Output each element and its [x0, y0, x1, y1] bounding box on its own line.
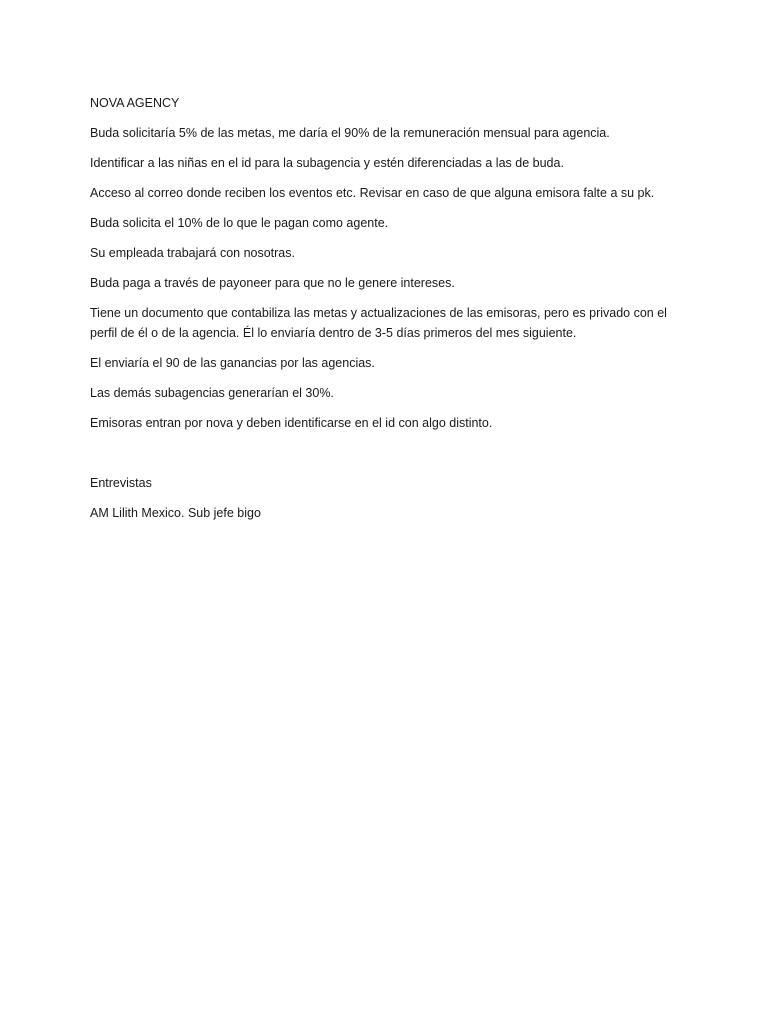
paragraph-9: Las demás subagencias generarían el 30%.	[90, 386, 334, 400]
paragraph-6: Buda paga a través de payoneer para que no le genere intereses.	[90, 276, 455, 290]
paragraph-10: Emisoras entran por nova y deben identificarse en el id con algo distinto.	[90, 416, 493, 430]
paragraph-8: El enviaría el 90 de las ganancias por las agencias.	[90, 356, 375, 370]
paragraph-1: Buda solicitaría 5% de las metas, me daría el 90% de la remuneración mensual para agencia.	[90, 126, 610, 140]
section-heading: Entrevistas	[90, 476, 152, 490]
paragraph-2: Identificar a las niñas en el id para la subagencia y estén diferenciadas a las de buda.	[90, 156, 564, 170]
blank-line	[90, 443, 680, 473]
section-line: AM Lilith Mexico. Sub jefe bigo	[90, 506, 261, 520]
document-body	[90, 93, 680, 533]
paragraph-7: Tiene un documento que contabiliza las metas y actualizaciones de las emisoras, pero es privado con el perfil de él o de la agencia. Él lo enviaría dentro de 3-5 días primeros del mes siguiente.	[90, 306, 667, 340]
paragraph-3: Acceso al correo donde reciben los eventos etc. Revisar en caso de que alguna emisora falte a su pk.	[90, 186, 655, 200]
document-title: NOVA AGENCY	[90, 96, 180, 110]
paragraph-4: Buda solicita el 10% de lo que le pagan como agente.	[90, 216, 389, 230]
paragraph-5: Su empleada trabajará con nosotras.	[90, 246, 295, 260]
